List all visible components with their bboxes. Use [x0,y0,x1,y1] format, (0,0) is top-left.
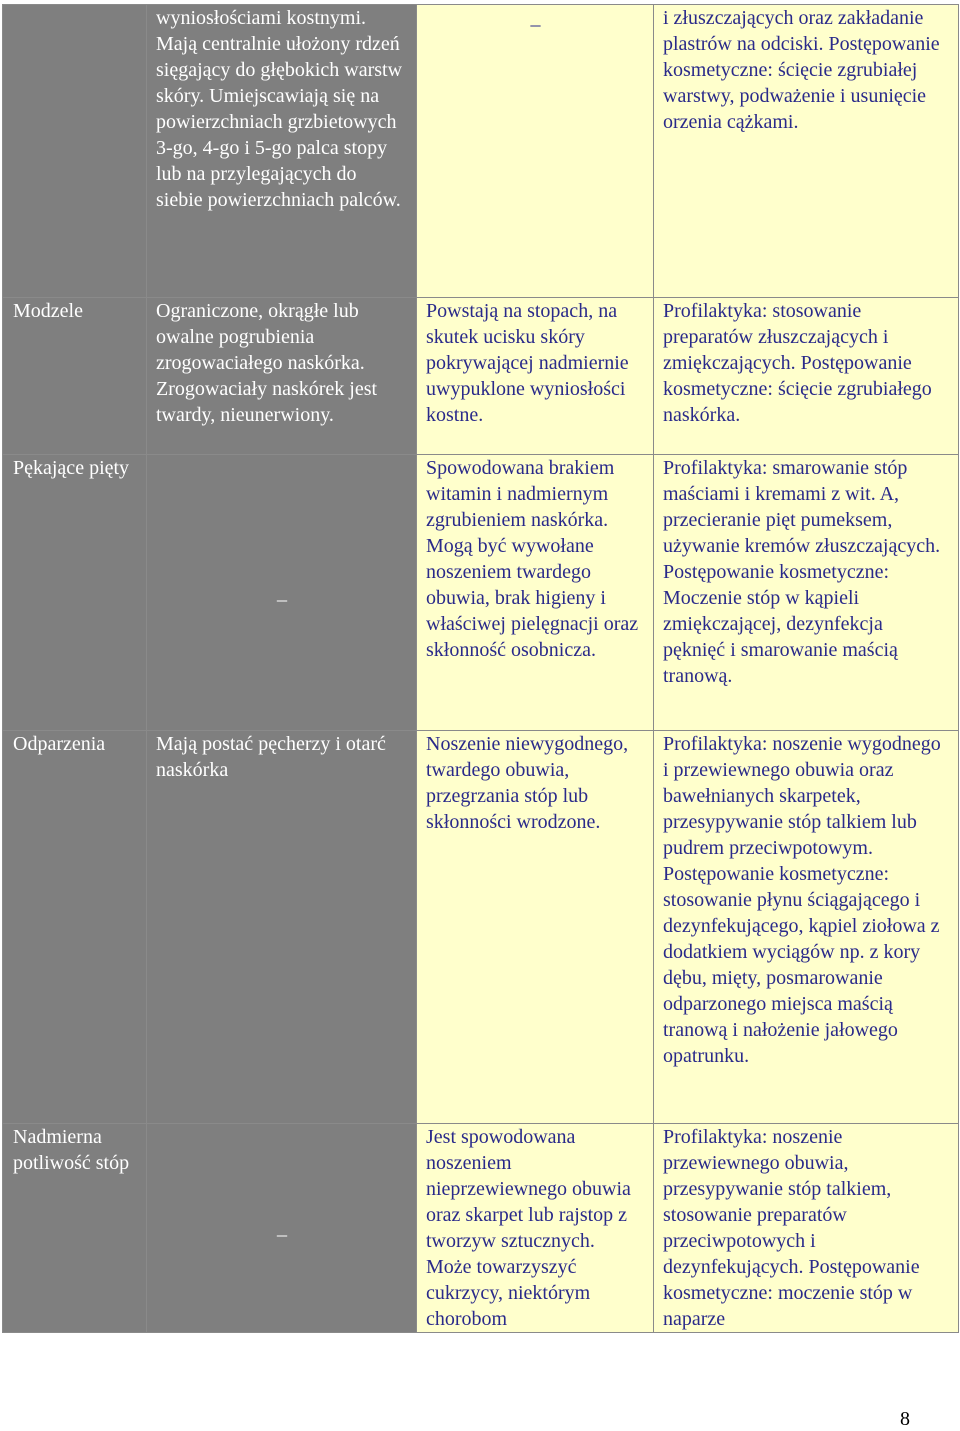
symptoms-cell: Ograniczone, okrągłe lub owalne pogrubienia zrogowaciałego naskórka. Zrogowaciały naskórek jest twardy, nieunerwiony. [147,298,417,455]
table-row [3,5,959,298]
causes-cell: Powstają na stopach, na skutek ucisku skóry pokrywającej nadmiernie uwypuklone wyniosłości kostne. [417,298,654,455]
symptoms-cell: _ [147,455,417,731]
causes-cell: Jest spowodowana noszeniem nieprzewiewnego obuwia oraz skarpet lub rajstop z tworzyw sztucznych. Może towarzyszyć cukrzycy, niektórym chorobom [417,1124,654,1333]
condition-name-cell: Pękające pięty [3,455,147,731]
symptoms-cell: Mają postać pęcherzy i otarć naskórka [147,731,417,1124]
treatment-cell: Profilaktyka: noszenie wygodnego i przewiewnego obuwia oraz bawełnianych skarpetek, przesypywanie stóp talkiem lub pudrem przeciwpotowym. Postępowanie kosmetyczne: stosowanie płynu ściągającego i dezynfekującego, kąpiel ziołowa z dodatkiem wyciągów np. z kory dębu, mięty, posmarowanie odparzonego miejsca maścią tranową i nałożenie jałowego opatrunku. [654,731,959,1124]
causes-cell: Spowodowana brakiem witamin i nadmiernym zgrubieniem naskórka. Mogą być wywołane noszeniem twardego obuwia, brak higieny i właściwej pielęgnacji oraz skłonność osobnicza. [417,455,654,731]
treatment-cell: Profilaktyka: noszenie przewiewnego obuwia, przesypywanie stóp talkiem, stosowanie preparatów przeciwpotowych i dezynfekujących. Postępowanie kosmetyczne: moczenie stóp w naparze [654,1124,959,1333]
table-row [3,455,959,731]
table-row [3,1124,959,1333]
symptoms-cell: _ [147,1124,417,1333]
treatment-cell: Profilaktyka: stosowanie preparatów złuszczających i zmiękczających. Postępowanie kosmetyczne: ścięcie zgrubiałego naskórka. [654,298,959,455]
treatment-cell: i złuszczających oraz zakładanie plastrów na odciski. Postępowanie kosmetyczne: ścięcie zgrubiałej warstwy, podważenie i usunięcie orzenia cążkami. [654,5,959,298]
condition-name-cell [3,5,147,298]
conditions-table [2,4,959,1333]
page-number: 8 [900,1408,910,1430]
condition-name-cell: Odparzenia [3,731,147,1124]
condition-name-cell: Nadmierna potliwość stóp [3,1124,147,1333]
causes-cell: Noszenie niewygodnego, twardego obuwia, przegrzania stóp lub skłonności wrodzone. [417,731,654,1124]
table-row [3,298,959,455]
causes-cell: _ [417,5,654,298]
symptoms-cell: wyniosłościami kostnymi. Mają centralnie ułożony rdzeń sięgający do głębokich warstw skóry. Umiejscawiają się na powierzchniach grzbietowych 3-go, 4-go i 5-go palca stopy lub na przylegających do siebie powierzchniach palców. [147,5,417,298]
condition-name-cell: Modzele [3,298,147,455]
treatment-cell: Profilaktyka: smarowanie stóp maściami i kremami z wit. A, przecieranie pięt pumeksem, używanie kremów złuszczających. Postępowanie kosmetyczne: Moczenie stóp w kąpieli zmiękczającej, dezynfekcja pęknięć i smarowanie maścią tranową. [654,455,959,731]
table-row [3,731,959,1124]
